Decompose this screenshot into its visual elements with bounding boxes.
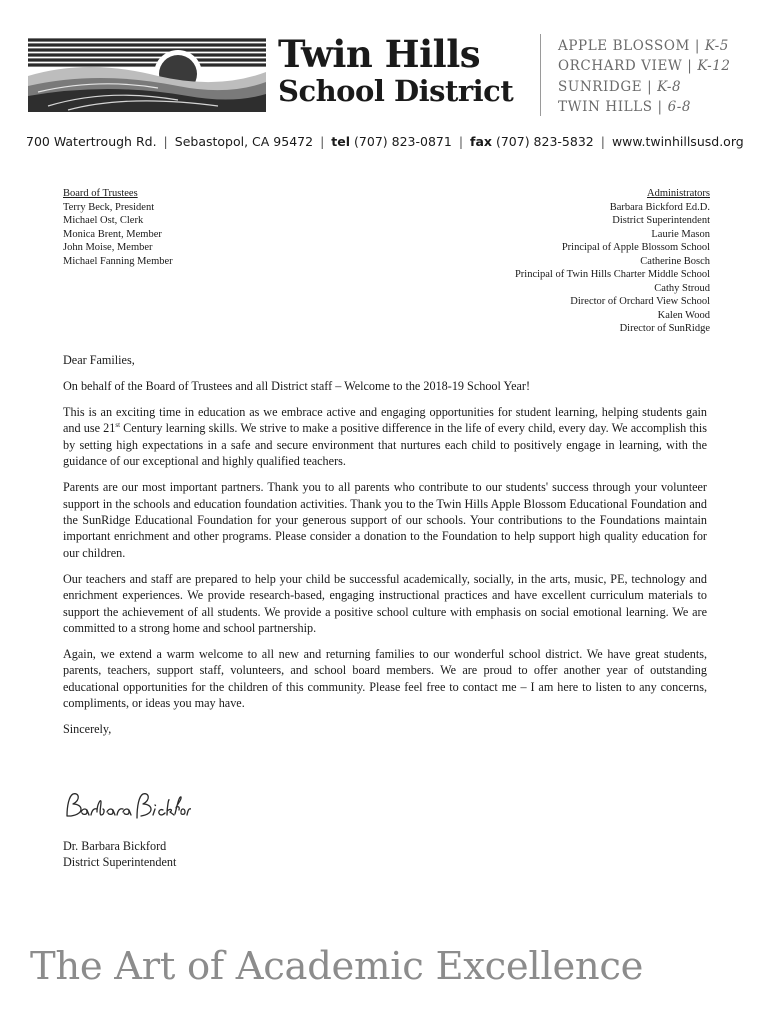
signature-icon [63,788,191,822]
address: 700 Watertrough Rd. [26,134,157,149]
administrator-line: Director of SunRidge [619,323,710,334]
administrator-line: Director of Orchard View School [570,296,710,307]
contact-bar: 700 Watertrough Rd. | Sebastopol, CA 95472 | tel (707) 823-0871 | fax (707) 823-5832 | www.twinhillsusd.org [26,134,744,149]
paragraph: Our teachers and staff are prepared to help your child be successful academically, socially, in the arts, music, PE, technology and enrichment experiences. We provide research-based, engaging instructional practices and have excellent curriculum materials to support the achievement of all students. We provide a positive school culture with emphasis on social emotional learning. We are committed to a strong home and school partnership. [63,571,707,636]
district-name [278,34,513,108]
signer-title: District Superintendent [63,855,177,870]
school-name: SUNRIDGE [558,78,643,95]
signature-block [63,838,176,871]
trustee-item: John Moise, Member [63,242,153,253]
school-grades: K-12 [697,58,731,75]
paragraph: Parents are our most important partners. Thank you to all parents who contribute to our students' success through your volunteer support in the schools and education foundation activities. Thank you to the Twin Hills Apple Blossom Educational Foundation and the SunRidge Educational Foundation for your generous support of our schools. Your contributions to the Foundations maintain important enrichment and other programs. Please consider a donation to the Foundation to help support high quality education for our children. [63,480,707,560]
school-item: ORCHARD VIEW | K-12 [558,58,731,75]
school-grades: 6-8 [667,98,692,115]
header-divider [540,34,541,116]
greeting: Dear Families, [63,353,135,367]
school-name: APPLE BLOSSOM [558,38,690,54]
school-list [558,36,731,117]
school-name: TWIN HILLS [558,98,653,115]
tel-number: (707) 823-0871 [354,134,452,149]
trustee-item: Michael Fanning Member [63,255,173,267]
school-item: SUNRIDGE | K-8 [558,78,682,95]
trustees-block [63,187,173,268]
letter-body [63,352,707,747]
school-name: ORCHARD VIEW [558,58,683,75]
school-grades: K-8 [657,78,682,95]
footer-tagline: The Art of Academic Excellence [30,944,644,989]
administrator-line: Catherine Bosch [640,255,710,267]
trustee-item: Terry Beck, President [63,201,155,213]
administrator-line: Barbara Bickford Ed.D. [609,201,710,213]
administrators-block [515,187,710,336]
fax-number: (707) 823-5832 [495,134,594,149]
administrator-line: Laurie Mason [651,228,710,240]
district-name-line1: Twin Hills [278,32,481,76]
closing: Sincerely, [63,722,112,737]
school-item: APPLE BLOSSOM | K-5 [558,38,729,54]
school-item: TWIN HILLS | 6-8 [558,98,692,115]
tel-label: tel [331,134,351,149]
administrators-heading: Administrators [647,188,710,199]
district-name-line2: School District [278,74,514,108]
trustee-item: Michael Ost, Clerk [63,215,144,226]
fax-label: fax [470,134,492,149]
administrator-line: District Superintendent [612,215,710,226]
trustees-heading: Board of Trustees [63,188,138,199]
school-grades: K-5 [704,38,729,54]
administrator-line: Principal of Twin Hills Charter Middle School [514,269,710,280]
trustee-item: Monica Brent, Member [63,228,162,240]
paragraph: This is an exciting time in education as we embrace active and engaging opportunities for student learning, helping students gain and use 21st Century learning skills. We strive to make a positive difference in the life of every child, every day. We accomplish this by setting high expectations in a safe and secure environment that nurtures each child to positively engage in learning, with the guidance of our exceptional and highly qualified teachers. [63,405,707,469]
administrator-line: Kalen Wood [657,309,710,321]
city: Sebastopol, CA 95472 [174,134,314,149]
website-link[interactable]: www.twinhillsusd.org [611,134,744,149]
signer-name: Dr. Barbara Bickford [63,839,167,853]
administrator-line: Principal of Apple Blossom School [561,242,710,253]
administrator-line: Cathy Stroud [654,282,710,294]
paragraph: On behalf of the Board of Trustees and all District staff – Welcome to the 2018-19 School Year! [63,379,531,393]
district-logo-icon [28,36,266,112]
paragraph: Again, we extend a warm welcome to all new and returning families to our wonderful school district. We have great students, parents, teachers, support staff, volunteers, and school board members. We are proud to offer another year of outstanding educational opportunities for the children of this community. Please feel free to contact me – I am here to listen to any concerns, compliments, or ideas you may have. [63,647,707,711]
